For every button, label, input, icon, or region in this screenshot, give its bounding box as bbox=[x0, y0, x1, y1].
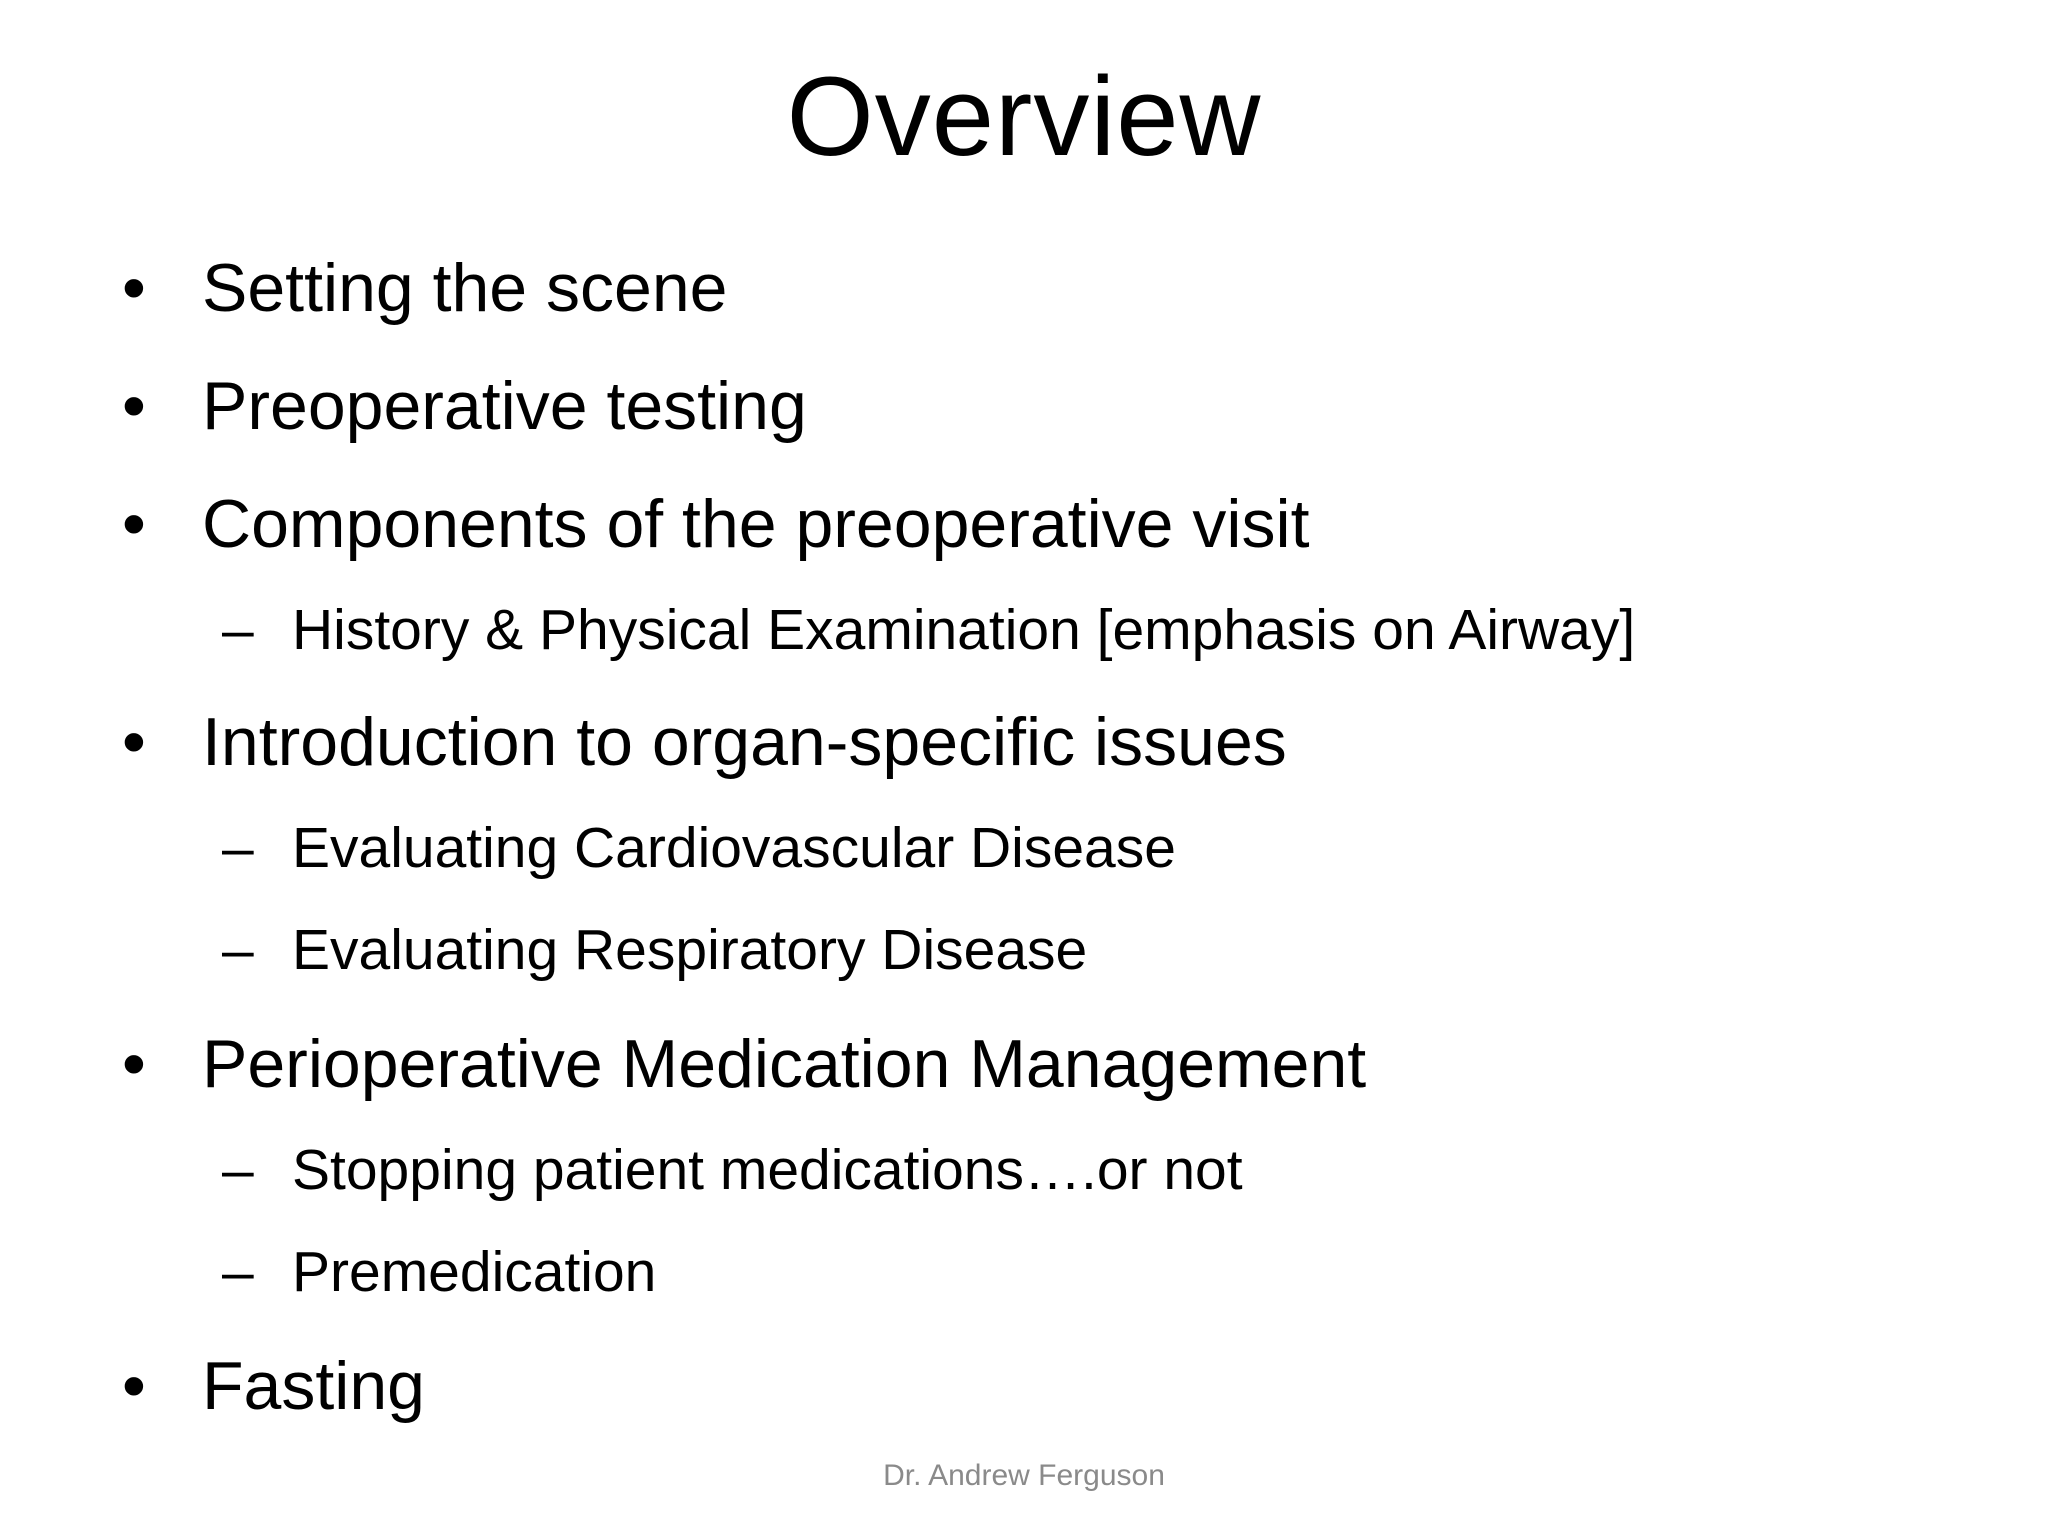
dash-icon: – bbox=[222, 816, 254, 880]
bullet-text: Fasting bbox=[202, 1348, 425, 1424]
sub-bullet-text: Premedication bbox=[292, 1240, 657, 1304]
bullet-icon: • bbox=[122, 704, 146, 780]
sub-bullet-text: Evaluating Respiratory Disease bbox=[292, 918, 1088, 982]
bullet-text: Setting the scene bbox=[202, 250, 728, 326]
bullet-text: Preoperative testing bbox=[202, 368, 807, 444]
dash-icon: – bbox=[222, 1138, 254, 1202]
bullet-item bbox=[122, 1346, 425, 1426]
bullet-item bbox=[122, 248, 727, 328]
bullet-icon: • bbox=[122, 368, 146, 444]
dash-icon: – bbox=[222, 1240, 254, 1304]
sub-bullet-text: Stopping patient medications….or not bbox=[292, 1138, 1243, 1202]
bullet-item bbox=[122, 702, 1287, 782]
sub-bullet-text: History & Physical Examination [emphasis on Airway] bbox=[292, 598, 1636, 662]
dash-icon: – bbox=[222, 598, 254, 662]
slide-footer: Dr. Andrew Ferguson bbox=[883, 1459, 1165, 1492]
bullet-item bbox=[122, 1024, 1366, 1104]
slide-title: Overview bbox=[786, 54, 1262, 179]
bullet-icon: • bbox=[122, 250, 146, 326]
bullet-text: Components of the preoperative visit bbox=[202, 486, 1310, 562]
sub-bullet-item bbox=[222, 916, 1087, 984]
dash-icon: – bbox=[222, 918, 254, 982]
bullet-text: Perioperative Medication Management bbox=[202, 1026, 1367, 1102]
sub-bullet-item bbox=[222, 814, 1176, 882]
sub-bullet-item bbox=[222, 596, 1635, 664]
bullet-icon: • bbox=[122, 486, 146, 562]
bullet-icon: • bbox=[122, 1026, 146, 1102]
bullet-text: Introduction to organ-specific issues bbox=[202, 704, 1287, 780]
sub-bullet-text: Evaluating Cardiovascular Disease bbox=[292, 816, 1176, 880]
bullet-icon: • bbox=[122, 1348, 146, 1424]
bullet-item bbox=[122, 484, 1310, 564]
sub-bullet-item bbox=[222, 1136, 1243, 1204]
sub-bullet-item bbox=[222, 1238, 656, 1306]
bullet-item bbox=[122, 366, 807, 446]
